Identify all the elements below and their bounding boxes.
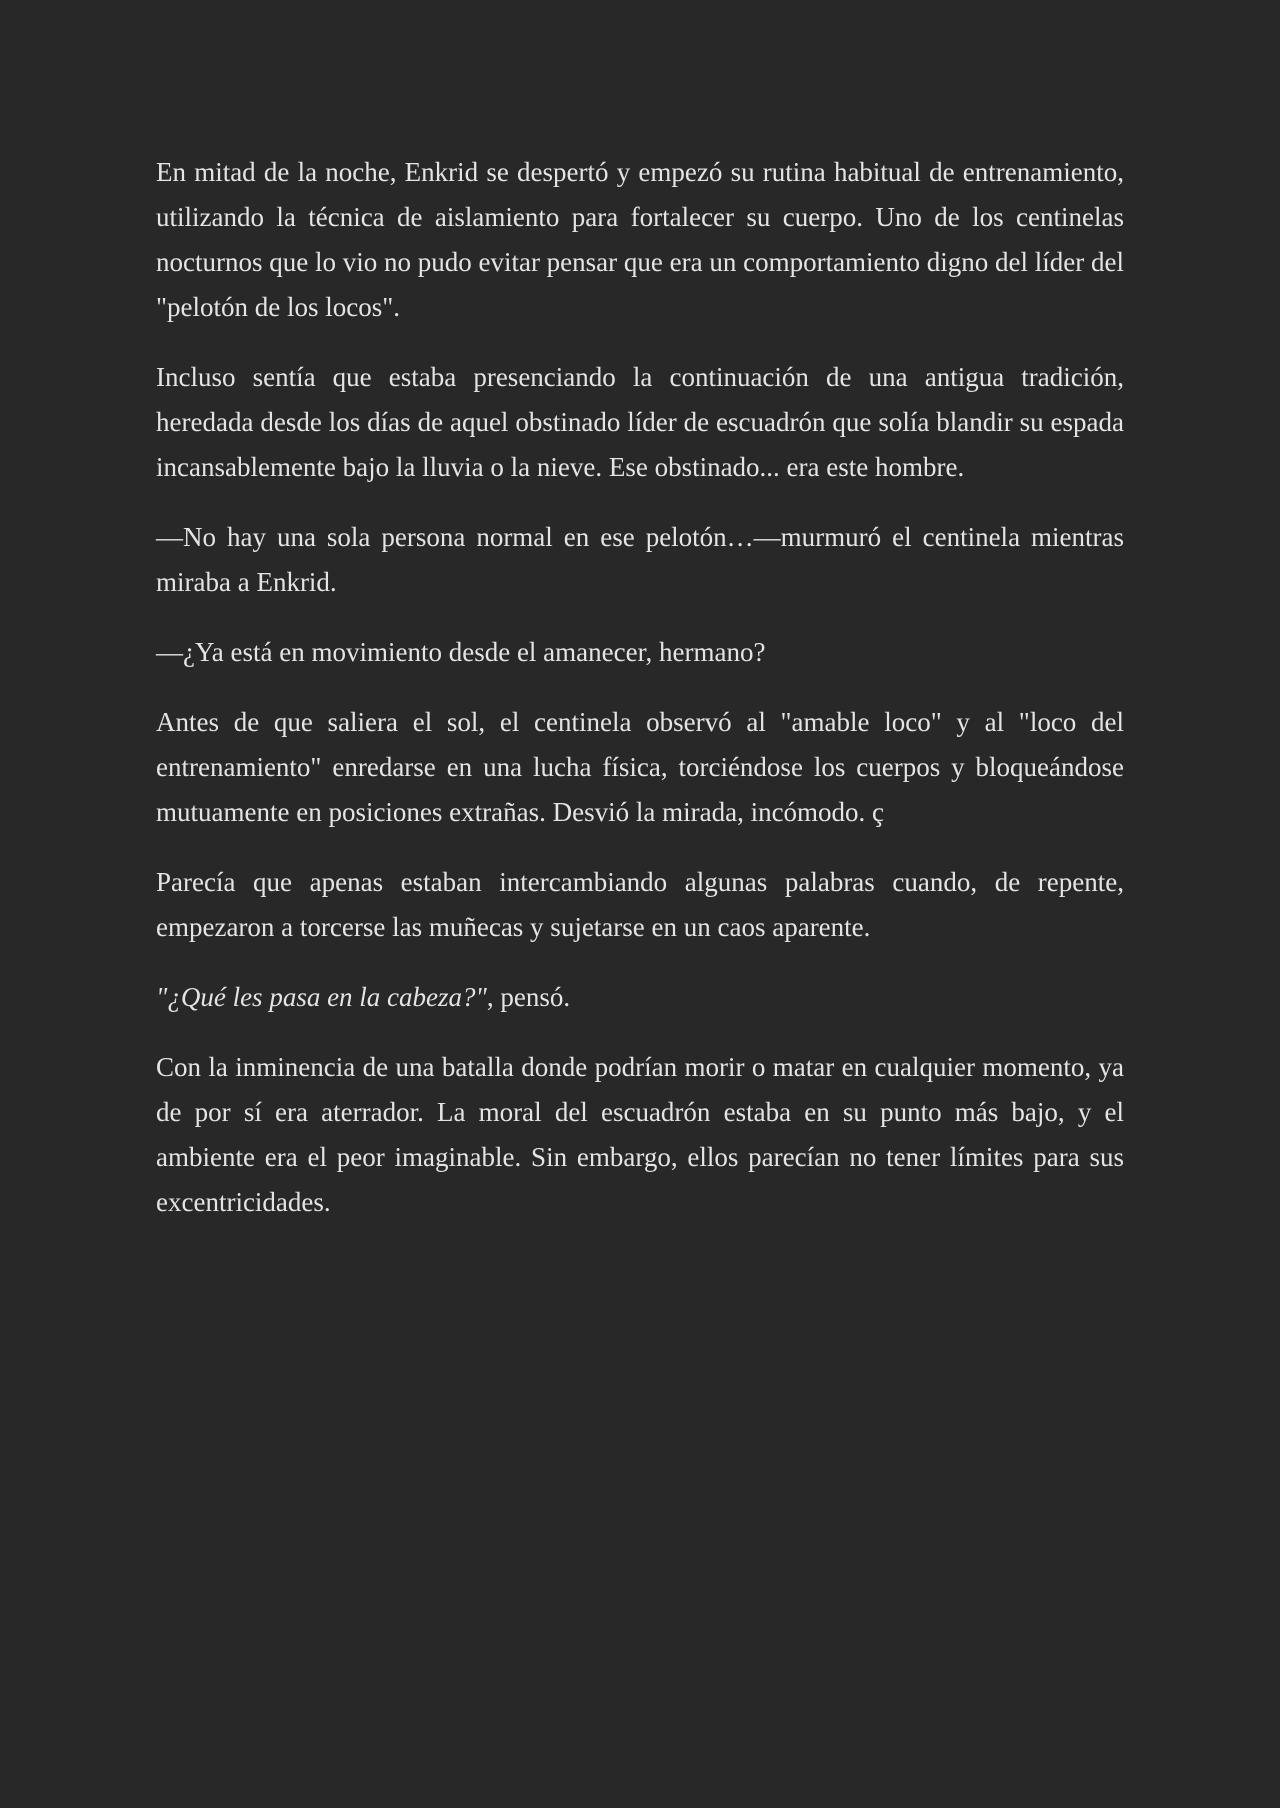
paragraph-thought (156, 975, 1124, 1020)
thought-attribution: , pensó. (486, 982, 571, 1012)
paragraph-2: Incluso sentía que estaba presenciando la continuación de una antigua tradición, heredada desde los días de aquel obstinado líder de escuadrón que solía blandir su espada incansablemente bajo la lluvia o la nieve. Ese obstinado... era este hombre. (156, 362, 1124, 482)
paragraph-final: Con la inminencia de una batalla donde podrían morir o matar en cualquier momento, ya de por sí era aterrador. La moral del escuadrón estaba en su punto más bajo, y el ambiente era el peor imaginable. Sin embargo, ellos parecían no tener límites para sus excentricidades. (156, 1052, 1124, 1217)
paragraph-3: —No hay una sola persona normal en ese pelotón…—murmuró el centinela mientras miraba a Enkrid. (156, 522, 1124, 597)
paragraph-4: —¿Ya está en movimiento desde el amanecer, hermano? (156, 637, 766, 667)
paragraph-1: En mitad de la noche, Enkrid se despertó y empezó su rutina habitual de entrenamiento, utilizando la técnica de aislamiento para fortalecer su cuerpo. Uno de los centinelas nocturnos que lo vio no pudo evitar pensar que era un comportamiento digno del líder del "pelotón de los locos". (156, 157, 1124, 322)
inner-thought: "¿Qué les pasa en la cabeza?" (156, 982, 487, 1012)
paragraph-6: Parecía que apenas estaban intercambiando algunas palabras cuando, de repente, empezaron a torcerse las muñecas y sujetarse en un caos aparente. (156, 867, 1124, 942)
paragraph-5: Antes de que saliera el sol, el centinela observó al "amable loco" y al "loco del entrenamiento" enredarse en una lucha física, torciéndose los cuerpos y bloqueándose mutuamente en posiciones extrañas. Desvió la mirada, incómodo. ç (156, 707, 1124, 827)
